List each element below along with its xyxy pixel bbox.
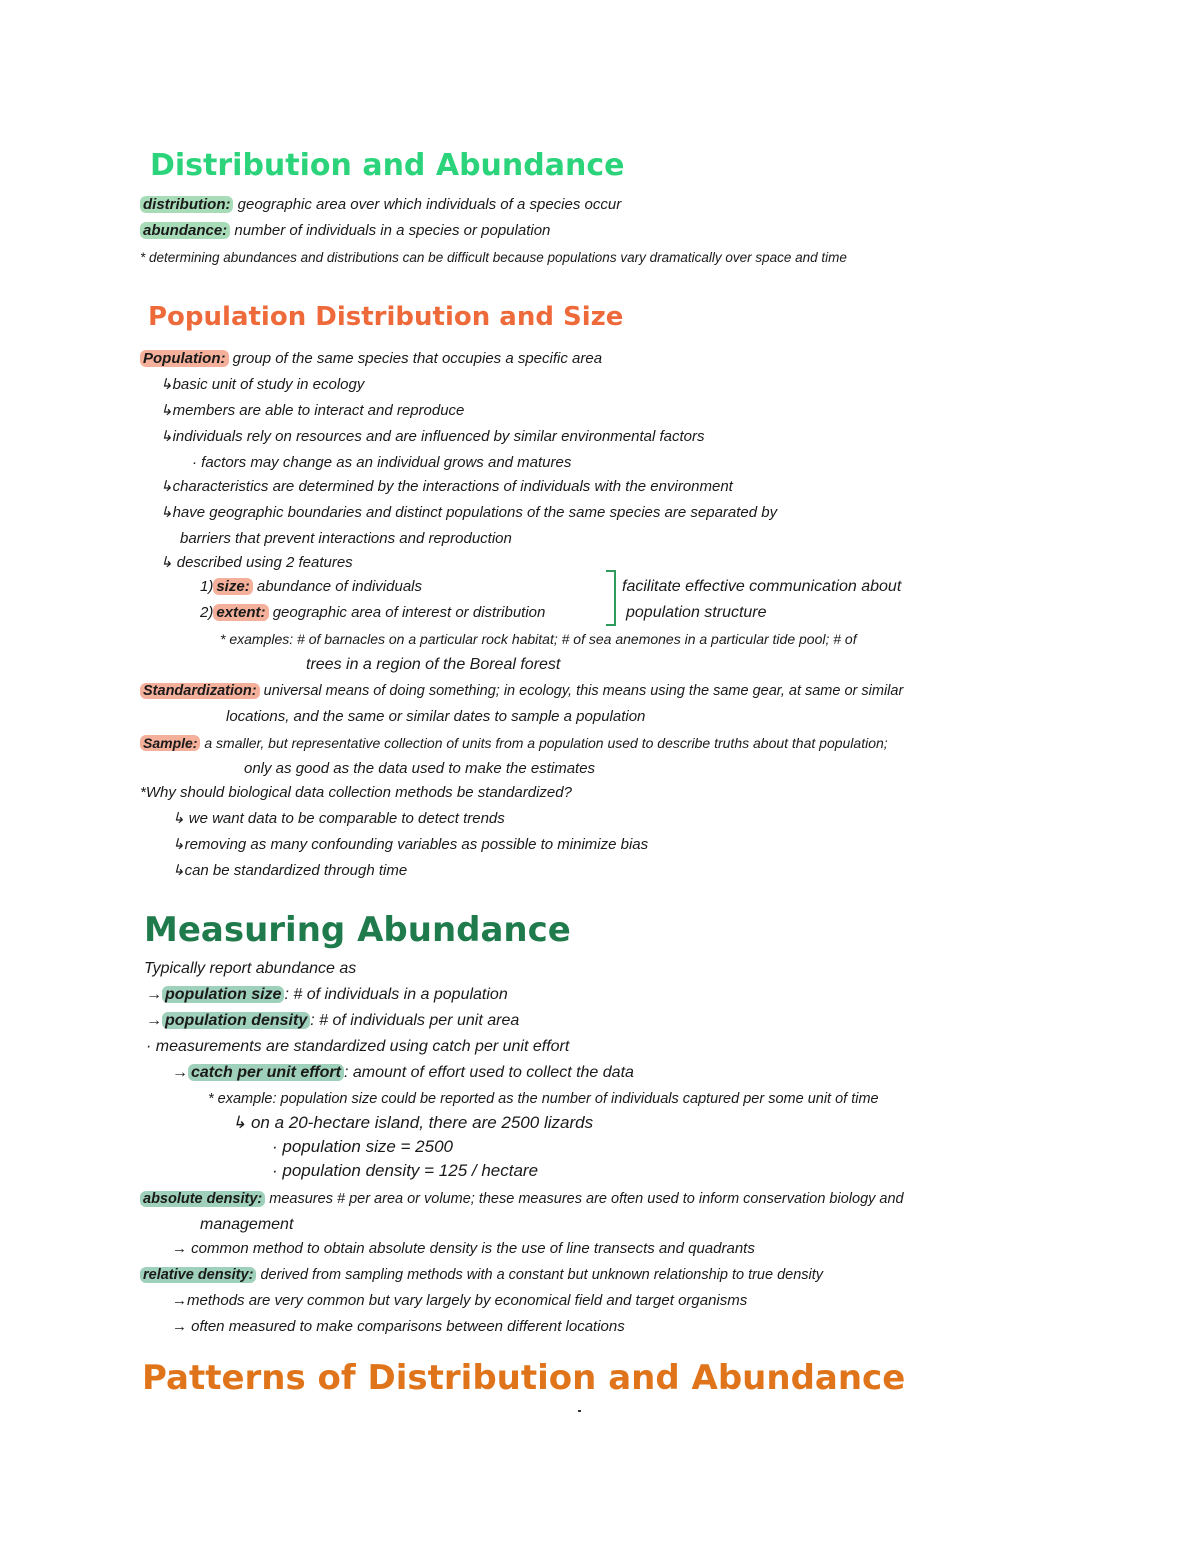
- item-population-size: [146, 986, 508, 1004]
- heading-measuring-abundance: Measuring Abundance: [144, 910, 571, 950]
- term-population: Population:: [140, 350, 229, 367]
- definition-standardization: [140, 682, 903, 700]
- feature-size: [200, 578, 422, 596]
- item-population-density: [146, 1012, 519, 1030]
- note-line: only as good as the data used to make the estimates: [244, 760, 596, 777]
- note-line: ↳members are able to interact and reproduce: [160, 402, 465, 419]
- heading-distribution-abundance: Distribution and Abundance: [150, 148, 625, 183]
- heading-patterns-distribution-abundance: Patterns of Distribution and Abundance: [142, 1358, 906, 1398]
- term-sample: Sample:: [140, 735, 200, 751]
- definition-sample: [140, 734, 888, 752]
- feature-extent: [200, 604, 545, 622]
- definition-relative-density: [140, 1266, 823, 1284]
- term-standardization: Standardization:: [140, 683, 260, 699]
- feature-text: geographic area of interest or distribution: [272, 604, 546, 621]
- note-line: →methods are very common but vary largely by economical field and target organisms: [172, 1292, 748, 1309]
- bracket-note: population structure: [626, 604, 767, 621]
- term-extent: extent:: [213, 604, 268, 621]
- note-line: · factors may change as an individual grows and matures: [192, 454, 572, 471]
- definition-abundance: [140, 222, 550, 240]
- definition-distribution: [140, 196, 621, 214]
- definition-text: number of individuals in a species or population: [234, 222, 551, 239]
- definition-text: geographic area over which individuals of a species occur: [237, 196, 622, 213]
- note-line: * example: population size could be reported as the number of individuals captured per some unit of time: [208, 1091, 879, 1107]
- item-catch-per-unit-effort: [172, 1064, 634, 1082]
- note-line: ↳ on a 20-hectare island, there are 2500 lizards: [232, 1113, 594, 1132]
- term-relative-density: relative density:: [140, 1267, 256, 1283]
- definition-absolute-density: [140, 1190, 904, 1208]
- note-line: barriers that prevent interactions and reproduction: [180, 530, 512, 547]
- term-abundance: abundance:: [140, 222, 230, 239]
- feature-text: abundance of individuals: [256, 578, 422, 595]
- heading-population-distribution-size: Population Distribution and Size: [148, 302, 624, 332]
- note-line: → common method to obtain absolute density is the use of line transects and quadrants: [172, 1240, 755, 1257]
- definition-text: measures # per area or volume; these measures are often used to inform conservation biology and: [269, 1191, 904, 1207]
- term-absolute-density: absolute density:: [140, 1191, 265, 1207]
- bracket-note: facilitate effective communication about: [622, 578, 902, 595]
- item-text: : amount of effort used to collect the data: [343, 1064, 634, 1081]
- note-line: · population size = 2500: [272, 1137, 453, 1156]
- note-line: ↳basic unit of study in ecology: [160, 376, 365, 393]
- definition-population: [140, 350, 602, 368]
- item-text: : # of individuals per unit area: [310, 1012, 520, 1029]
- term-catch-per-unit-effort: catch per unit effort: [188, 1064, 344, 1081]
- arrow: →: [146, 986, 162, 1003]
- note-line: *Why should biological data collection methods be standardized?: [140, 784, 572, 801]
- term-distribution: distribution:: [140, 196, 233, 213]
- note-line: * determining abundances and distributions can be difficult because populations vary dramatically over space and time: [140, 250, 847, 265]
- note-line: locations, and the same or similar dates to sample a population: [226, 708, 646, 725]
- note-line: * examples: # of barnacles on a particular rock habitat; # of sea anemones in a particular tide pool; # of: [220, 631, 857, 647]
- note-line: ↳individuals rely on resources and are influenced by similar environmental factors: [160, 428, 705, 445]
- note-line: Typically report abundance as: [144, 960, 357, 977]
- definition-text: universal means of doing something; in ecology, this means using the same gear, at same or similar: [263, 683, 904, 699]
- note-line: trees in a region of the Boreal forest: [306, 656, 561, 673]
- definition-text: a smaller, but representative collection of units from a population used to describe truths about that population;: [204, 735, 888, 751]
- note-line: → often measured to make comparisons between different locations: [172, 1318, 625, 1335]
- item-text: : # of individuals in a population: [284, 986, 508, 1003]
- bracket-mark: [606, 570, 616, 626]
- definition-text: group of the same species that occupies a specific area: [232, 350, 603, 367]
- term-population-size: population size: [162, 986, 284, 1003]
- feature-number: 2): [200, 604, 214, 621]
- stray-mark: [578, 1410, 581, 1412]
- feature-number: 1): [200, 578, 214, 595]
- arrow: →: [172, 1064, 188, 1081]
- arrow: →: [146, 1012, 162, 1029]
- note-line: ↳have geographic boundaries and distinct populations of the same species are separated by: [160, 504, 778, 521]
- note-line: ↳characteristics are determined by the interactions of individuals with the environment: [160, 478, 733, 495]
- note-line: ↳can be standardized through time: [172, 862, 408, 879]
- term-population-density: population density: [162, 1012, 310, 1029]
- note-line: · population density = 125 / hectare: [272, 1161, 539, 1180]
- note-line: · measurements are standardized using catch per unit effort: [146, 1038, 570, 1055]
- term-size: size:: [213, 578, 252, 595]
- note-line: management: [200, 1216, 294, 1233]
- note-line: ↳ described using 2 features: [160, 554, 353, 571]
- definition-text: derived from sampling methods with a constant but unknown relationship to true density: [260, 1267, 824, 1283]
- note-line: ↳ we want data to be comparable to detect trends: [172, 810, 505, 827]
- note-line: ↳removing as many confounding variables as possible to minimize bias: [172, 836, 649, 853]
